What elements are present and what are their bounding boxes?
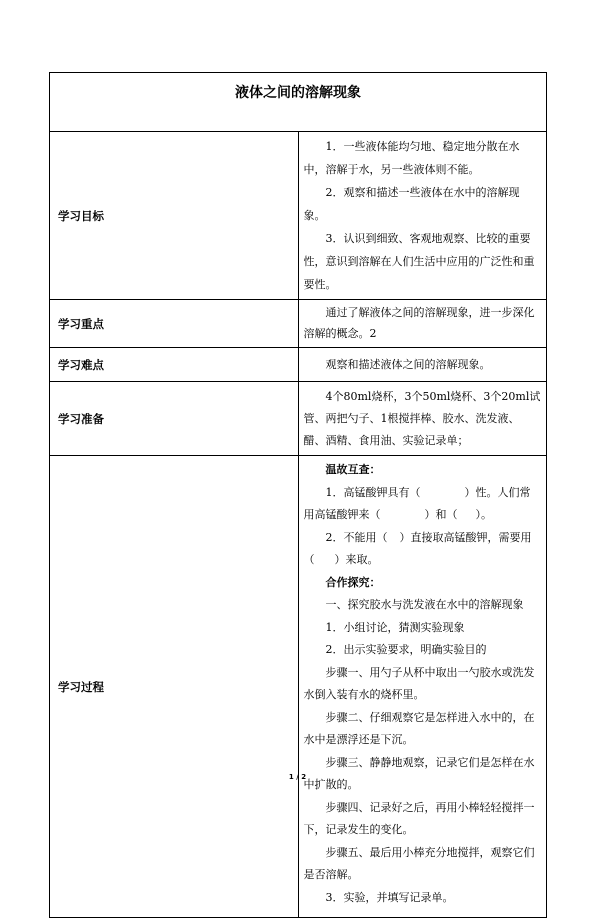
goals-label: 学习目标 xyxy=(50,132,299,300)
process-content xyxy=(298,456,547,918)
lesson-plan-table xyxy=(49,72,547,918)
difficulty-row xyxy=(50,348,547,382)
goals-row xyxy=(50,132,547,300)
q1-part-c: ）和（ xyxy=(424,508,458,521)
process-line: 步骤二、仔细观察它是怎样进入水中的，在水中是漂浮还是下沉。 xyxy=(303,710,535,746)
q2-part-b: ）直接取高锰酸钾，需要用（ xyxy=(303,530,532,566)
preparation-label: 学习准备 xyxy=(50,382,299,456)
q1-part-a: 1．高锰酸钾具有（ xyxy=(325,485,421,499)
process-line: 步骤一、用勺子从杯中取出一勺胶水或洗发水倒入装有水的烧杯里。 xyxy=(303,665,535,701)
review-heading: 温故互查： xyxy=(325,463,381,476)
title-cell xyxy=(50,73,547,132)
process-line: 步骤四、记录好之后，再用小棒轻轻搅拌一下，记录发生的变化。 xyxy=(303,800,535,836)
process-label: 学习过程 xyxy=(50,456,299,918)
goals-content xyxy=(298,132,547,300)
review-question-1 xyxy=(304,482,542,527)
goal-item: 2．观察和描述一些液体在水中的溶解现象。 xyxy=(303,186,520,222)
process-line: 步骤五、最后用小棒充分地搅拌，观察它们是否溶解。 xyxy=(303,845,535,881)
title-row xyxy=(50,73,547,132)
process-line: 2．出示实验要求，明确实验目的 xyxy=(325,643,487,656)
document-title: 液体之间的溶解现象 xyxy=(235,85,361,101)
q2-part-a: 2．不能用（ xyxy=(325,530,388,544)
focus-text: 通过了解液体之间的溶解现象，进一步深化溶解的概念。2 xyxy=(303,306,535,340)
preparation-text: 4个80ml烧杯，3个50ml烧杯、3个20ml试管、两把勺子、1根搅拌棒、胶水、洗发液、醋、酒精、食用油、实验记录单； xyxy=(303,390,541,447)
goal-item: 1．一些液体能均匀地、稳定地分散在水中，溶解于水，另一些液体则不能。 xyxy=(303,140,520,176)
process-row xyxy=(50,456,547,918)
focus-content xyxy=(298,300,547,348)
page-number: 1 / 2 xyxy=(288,773,307,781)
q1-part-d: ）。 xyxy=(475,508,492,521)
goal-item: 3．认识到细致、客观地观察、比较的重要性，意识到溶解在人们生活中应用的广泛性和重要性。 xyxy=(303,232,535,291)
explore-heading: 合作探究： xyxy=(325,575,381,589)
q1-part-b: ）性。人们常用高锰酸钾来（ xyxy=(303,485,531,521)
preparation-content xyxy=(298,382,547,456)
process-line: 步骤三、静静地观察，记录它们是怎样在水中扩散的。 xyxy=(303,755,535,791)
focus-row xyxy=(50,300,547,348)
difficulty-label: 学习难点 xyxy=(50,348,299,382)
difficulty-content xyxy=(298,348,547,382)
review-question-2 xyxy=(304,527,542,572)
preparation-row xyxy=(50,382,547,456)
process-line: 1．小组讨论，猜测实验现象 xyxy=(325,620,465,634)
process-line: 一、探究胶水与洗发液在水中的溶解现象 xyxy=(325,598,524,611)
focus-label: 学习重点 xyxy=(50,300,299,348)
q2-part-c: ）来取。 xyxy=(334,553,379,566)
process-line: 3．实验，并填写记录单。 xyxy=(325,890,454,904)
difficulty-text: 观察和描述液体之间的溶解现象。 xyxy=(325,357,491,371)
